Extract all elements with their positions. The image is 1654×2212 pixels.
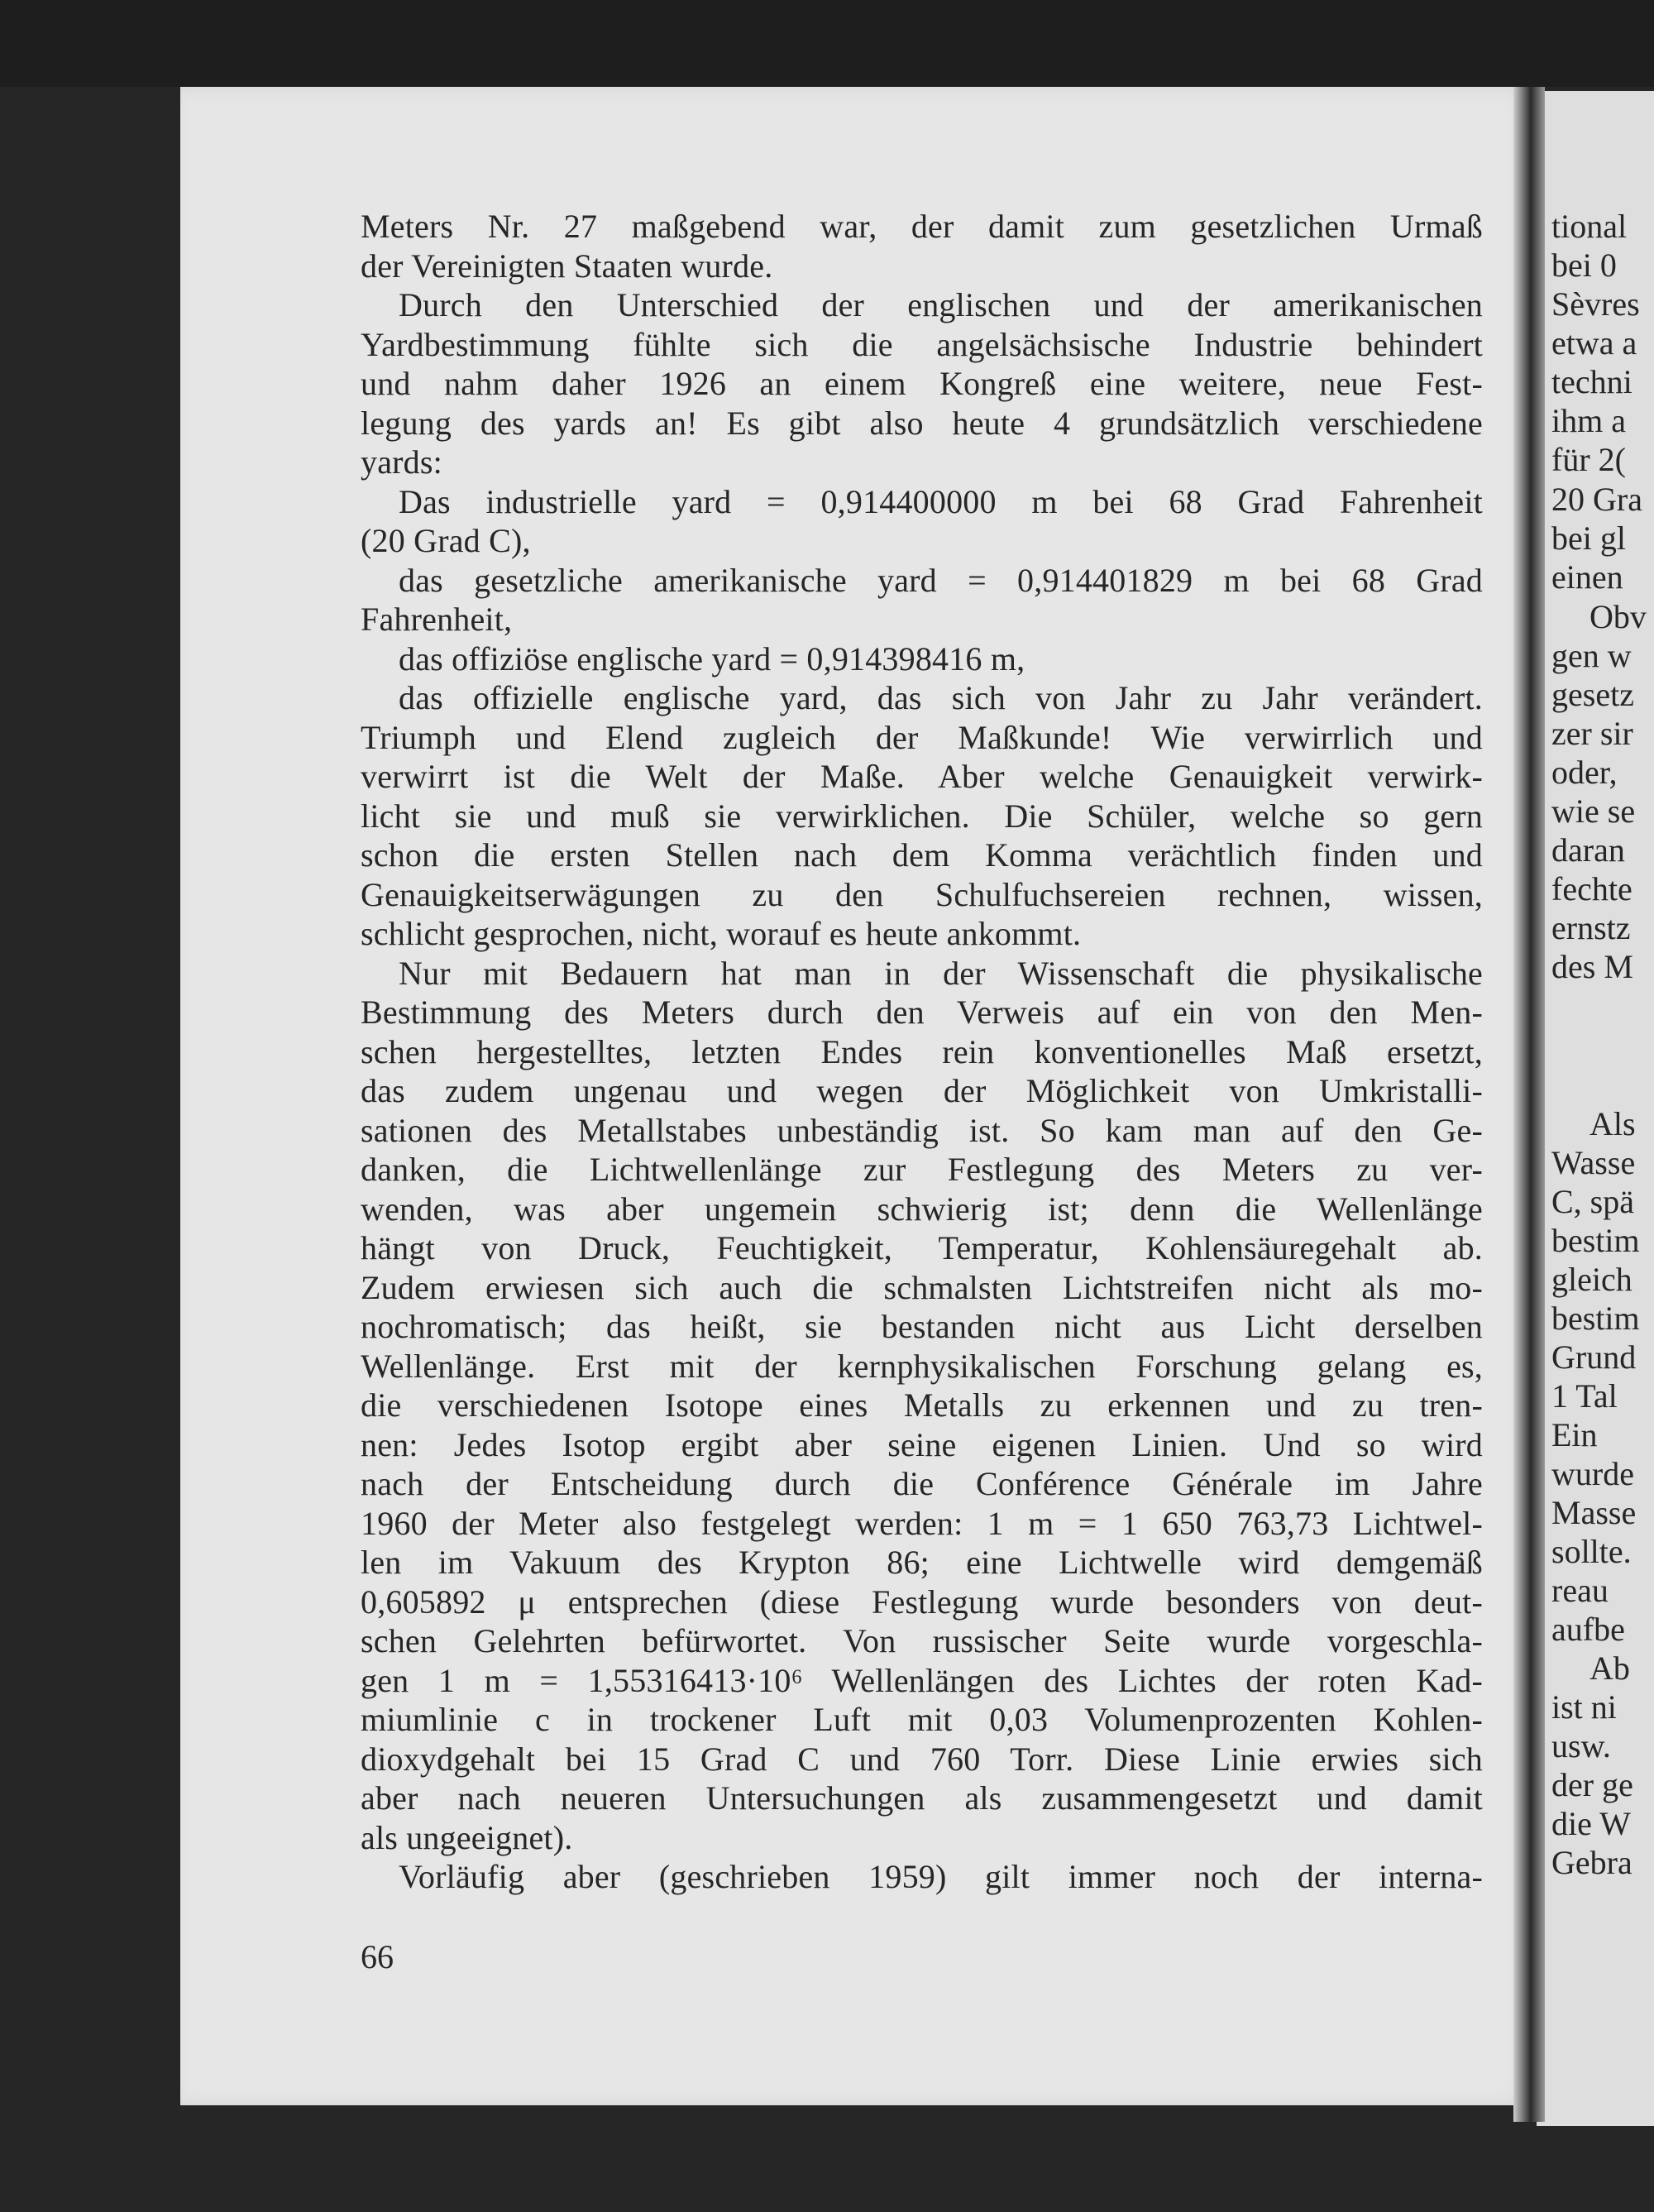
text-line: verwirrt ist die Welt der Maße. Aber welche Genauigkeit verwirk- bbox=[361, 758, 1483, 795]
text-line: gen 1 m = 1,55316413·10⁶ Wellenlängen des Lichtes der roten Kad- bbox=[361, 1661, 1483, 1699]
facing-line: Wasse bbox=[1551, 1144, 1636, 1181]
facing-line: Gebra bbox=[1551, 1844, 1632, 1881]
page-body-text bbox=[361, 207, 1483, 1897]
facing-line: einen bbox=[1551, 558, 1623, 596]
facing-line: gen w bbox=[1551, 637, 1632, 674]
facing-line: wie se bbox=[1551, 792, 1636, 830]
text-line: legung des yards an! Es gibt also heute 4 grundsätzlich verschiedene bbox=[361, 404, 1483, 442]
facing-line: Ein bbox=[1551, 1416, 1598, 1453]
text-line: hängt von Druck, Feuchtigkeit, Temperatur, Kohlensäuregehalt ab. bbox=[361, 1229, 1483, 1266]
facing-line: der ge bbox=[1551, 1766, 1633, 1803]
text-line: Durch den Unterschied der englischen und der amerikanischen bbox=[399, 286, 1483, 323]
facing-line: etwa a bbox=[1551, 324, 1637, 361]
facing-line: bei gl bbox=[1551, 519, 1626, 557]
facing-line: Sèvres bbox=[1551, 285, 1640, 323]
text-line: (20 Grad C), bbox=[361, 522, 531, 559]
facing-line: zer sir bbox=[1551, 715, 1633, 752]
facing-line: Masse bbox=[1551, 1494, 1637, 1531]
text-line: Fahrenheit, bbox=[361, 601, 513, 638]
facing-line: für 2( bbox=[1551, 441, 1626, 478]
facing-line: bestim bbox=[1551, 1222, 1640, 1259]
text-line: schen hergestelltes, letzten Endes rein konventionelles Maß ersetzt, bbox=[361, 1032, 1483, 1070]
text-line: 0,605892 μ entsprechen (diese Festlegung wurde besonders von deut- bbox=[361, 1582, 1483, 1621]
facing-line: oder, bbox=[1551, 754, 1618, 791]
text-line: schon die ersten Stellen nach dem Komma verächtlich finden und bbox=[361, 836, 1483, 874]
text-line: Nur mit Bedauern hat man in der Wissenschaft die physikalische bbox=[399, 954, 1483, 992]
facing-line: ist ni bbox=[1551, 1688, 1617, 1726]
text-line: sationen des Metallstabes unbeständig ist. So kam man auf den Ge- bbox=[361, 1111, 1483, 1149]
text-line: das offizielle englische yard, das sich von Jahr zu Jahr verändert. bbox=[399, 679, 1483, 716]
page-number: 66 bbox=[361, 1938, 394, 1975]
facing-line: bei 0 bbox=[1551, 247, 1617, 284]
text-line: das offiziöse englische yard = 0,914398416 m, bbox=[399, 639, 1025, 677]
text-line: aber nach neueren Untersuchungen als zusammengesetzt und damit bbox=[361, 1779, 1483, 1817]
text-line: der Vereinigten Staaten wurde. bbox=[361, 247, 773, 285]
text-line: Vorläufig aber (geschrieben 1959) gilt immer noch der interna- bbox=[399, 1858, 1483, 1895]
facing-line: aufbe bbox=[1551, 1611, 1625, 1648]
facing-line: ihm a bbox=[1551, 402, 1626, 439]
facing-line: C, spä bbox=[1551, 1183, 1634, 1220]
text-line: danken, die Lichtwellenlänge zur Festlegung des Meters zu ver- bbox=[361, 1151, 1483, 1188]
text-line: licht sie und muß sie verwirklichen. Die Schüler, welche so gern bbox=[361, 797, 1483, 835]
text-line: Bestimmung des Meters durch den Verweis auf ein von den Men- bbox=[361, 993, 1483, 1031]
text-line: Wellenlänge. Erst mit der kernphysikalischen Forschung gelang es, bbox=[361, 1347, 1483, 1385]
facing-line: 20 Gra bbox=[1551, 481, 1642, 518]
facing-line: Ab bbox=[1589, 1649, 1630, 1687]
text-line: miumlinie c in trockener Luft mit 0,03 Volumenprozenten Kohlen- bbox=[361, 1701, 1483, 1738]
text-line: dioxydgehalt bei 15 Grad C und 760 Torr. Diese Linie erwies sich bbox=[361, 1740, 1483, 1778]
text-line: yards: bbox=[361, 443, 442, 481]
book-gutter bbox=[1513, 87, 1545, 2122]
text-line: die verschiedenen Isotope eines Metalls zu erkennen und zu tren- bbox=[361, 1386, 1483, 1424]
text-line: schlicht gesprochen, nicht, worauf es heute ankommt. bbox=[361, 915, 1082, 952]
text-line: nen: Jedes Isotop ergibt aber seine eigenen Linien. Und so wird bbox=[361, 1425, 1483, 1463]
facing-line: tional bbox=[1551, 208, 1628, 245]
facing-line: gleich bbox=[1551, 1261, 1632, 1298]
facing-line: die W bbox=[1551, 1805, 1631, 1842]
facing-line: Als bbox=[1589, 1105, 1636, 1142]
facing-line: usw. bbox=[1551, 1727, 1611, 1764]
facing-line: Obv bbox=[1589, 598, 1647, 635]
facing-line: des M bbox=[1551, 948, 1633, 985]
facing-line: reau bbox=[1551, 1572, 1609, 1609]
facing-line: daran bbox=[1551, 831, 1625, 869]
text-line: das gesetzliche amerikanische yard = 0,914401829 m bei 68 Grad bbox=[399, 561, 1483, 599]
text-line: als ungeeignet). bbox=[361, 1818, 573, 1856]
text-line: Triumph und Elend zugleich der Maßkunde! Wie verwirrlich und bbox=[361, 718, 1483, 756]
text-line: wenden, was aber ungemein schwierig ist; denn die Wellenlänge bbox=[361, 1190, 1483, 1228]
facing-line: techni bbox=[1551, 363, 1632, 400]
text-line: schen Gelehrten befürwortet. Von russischer Seite wurde vorgeschla- bbox=[361, 1622, 1483, 1659]
text-line: Genauigkeitserwägungen zu den Schulfuchsereien rechnen, wissen, bbox=[361, 875, 1483, 913]
facing-line: wurde bbox=[1551, 1455, 1634, 1492]
text-line: Yardbestimmung fühlte sich die angelsächsische Industrie behindert bbox=[361, 325, 1483, 363]
facing-line: ernstz bbox=[1551, 909, 1631, 946]
scanner-top-band bbox=[0, 0, 1654, 87]
text-line: Das industrielle yard = 0,914400000 m bei 68 Grad Fahrenheit bbox=[399, 482, 1483, 520]
text-line: Meters Nr. 27 maßgebend war, der damit zum gesetzlichen Urmaß bbox=[361, 208, 1483, 245]
text-line: nach der Entscheidung durch die Conférence Générale im Jahre bbox=[361, 1465, 1483, 1502]
facing-line: fechte bbox=[1551, 870, 1632, 907]
facing-line: bestim bbox=[1551, 1300, 1640, 1337]
facing-line: 1 Tal bbox=[1551, 1377, 1618, 1415]
text-line: 1960 der Meter also festgelegt werden: 1 m = 1 650 763,73 Lichtwel- bbox=[361, 1504, 1483, 1542]
text-line: das zudem ungenau und wegen der Möglichkeit von Umkristalli- bbox=[361, 1072, 1483, 1109]
text-line: und nahm daher 1926 an einem Kongreß eine weitere, neue Fest- bbox=[361, 365, 1483, 402]
facing-line: gesetz bbox=[1551, 676, 1634, 713]
facing-line: sollte. bbox=[1551, 1533, 1632, 1570]
text-line: len im Vakuum des Krypton 86; eine Lichtwelle wird demgemäß bbox=[361, 1544, 1483, 1581]
text-line: nochromatisch; das heißt, sie bestanden nicht aus Licht derselben bbox=[361, 1308, 1483, 1345]
facing-line: Grund bbox=[1551, 1338, 1637, 1376]
text-line: Zudem erwiesen sich auch die schmalsten Lichtstreifen nicht als mo- bbox=[361, 1268, 1483, 1306]
